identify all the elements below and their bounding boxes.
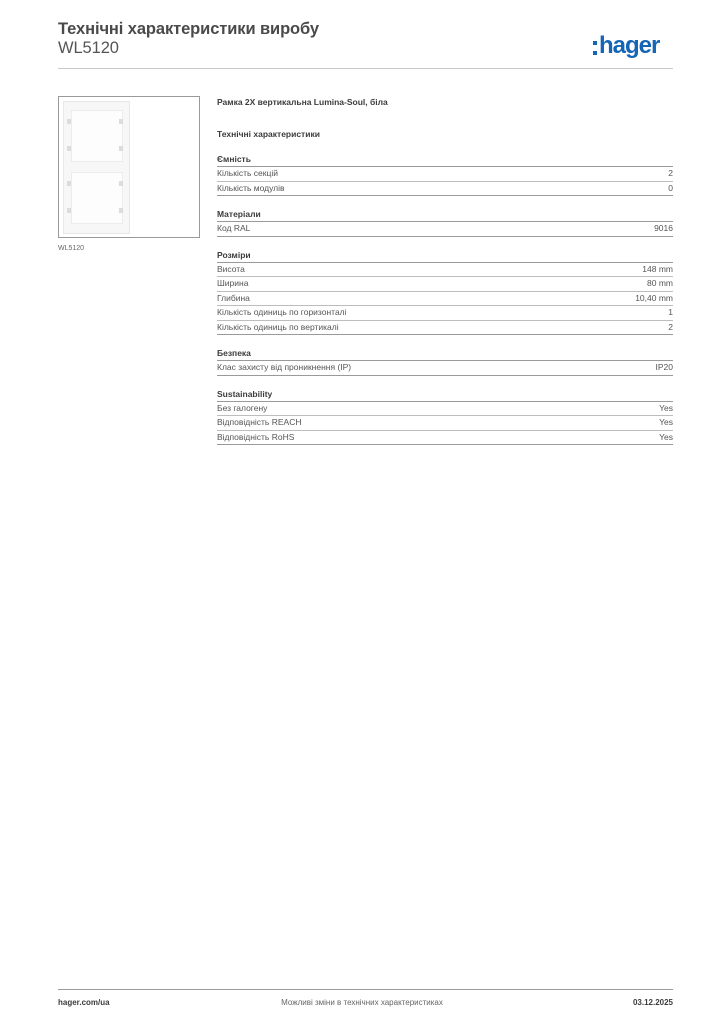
spec-value: 2 xyxy=(668,168,673,178)
image-caption: WL5120 xyxy=(58,245,85,252)
spec-row xyxy=(217,222,673,237)
double-frame-vertical-icon xyxy=(63,101,130,234)
header-divider xyxy=(58,68,673,69)
spec-label: Кількість одиниць по вертикалі xyxy=(217,321,339,332)
spec-label: Кількість модулів xyxy=(217,182,285,193)
section-title: Матеріали xyxy=(217,208,673,222)
spec-row xyxy=(217,431,673,446)
spec-row xyxy=(217,277,673,292)
spec-label: Ширина xyxy=(217,278,249,288)
product-code: WL5120 xyxy=(58,39,119,57)
spec-content xyxy=(217,96,673,445)
spec-section xyxy=(217,347,673,376)
spec-label: Кількість секцій xyxy=(217,168,278,178)
section-title: Ємність xyxy=(217,153,673,167)
spec-section xyxy=(217,208,673,237)
logo-text: hager xyxy=(599,32,660,59)
logo-colon-icon xyxy=(593,41,597,55)
spec-value: 2 xyxy=(668,321,673,332)
section-title: Безпека xyxy=(217,347,673,361)
spec-row xyxy=(217,263,673,278)
spec-label: Без галогену xyxy=(217,402,268,413)
spec-row xyxy=(217,167,673,182)
spec-label: Відповідність REACH xyxy=(217,417,302,427)
spec-value: 80 mm xyxy=(647,278,673,288)
spec-section xyxy=(217,249,673,336)
page-title: Технічні характеристики виробу xyxy=(58,20,319,38)
spec-value: 10,40 mm xyxy=(635,292,673,303)
footer-website[interactable]: hager.com/ua xyxy=(58,998,110,1007)
spec-row xyxy=(217,292,673,307)
spec-value: Yes xyxy=(659,431,673,442)
spec-row xyxy=(217,321,673,336)
section-title: Sustainability xyxy=(217,388,673,402)
product-name: Рамка 2X вертикальна Lumina-Soul, біла xyxy=(217,97,388,107)
spec-label: Код RAL xyxy=(217,223,251,233)
spec-value: 1 xyxy=(668,307,673,317)
footer-divider xyxy=(58,989,673,990)
spec-value: 0 xyxy=(668,182,673,193)
spec-value: Yes xyxy=(659,402,673,413)
spec-label: Кількість одиниць по горизонталі xyxy=(217,307,347,317)
footer-disclaimer: Можливі зміни в технічних характеристиках xyxy=(281,998,443,1007)
hager-logo xyxy=(593,28,673,58)
spec-sections xyxy=(217,153,673,445)
section-title: Розміри xyxy=(217,249,673,263)
spec-value: IP20 xyxy=(655,362,673,372)
spec-row xyxy=(217,182,673,197)
spec-value: 148 mm xyxy=(642,263,673,274)
spec-section xyxy=(217,153,673,196)
spec-label: Відповідність RoHS xyxy=(217,431,295,442)
spec-row xyxy=(217,306,673,321)
spec-value: 9016 xyxy=(654,223,673,233)
spec-row xyxy=(217,361,673,376)
footer-date: 03.12.2025 xyxy=(632,998,673,1007)
spec-label: Глибина xyxy=(217,292,250,303)
spec-label: Клас захисту від проникнення (IP) xyxy=(217,362,352,372)
spec-row xyxy=(217,416,673,431)
spec-value: Yes xyxy=(659,417,673,427)
spec-label: Висота xyxy=(217,263,245,274)
spec-row xyxy=(217,402,673,417)
product-image xyxy=(58,96,200,238)
spec-section xyxy=(217,388,673,446)
spec-heading: Технічні характеристики xyxy=(217,129,320,139)
